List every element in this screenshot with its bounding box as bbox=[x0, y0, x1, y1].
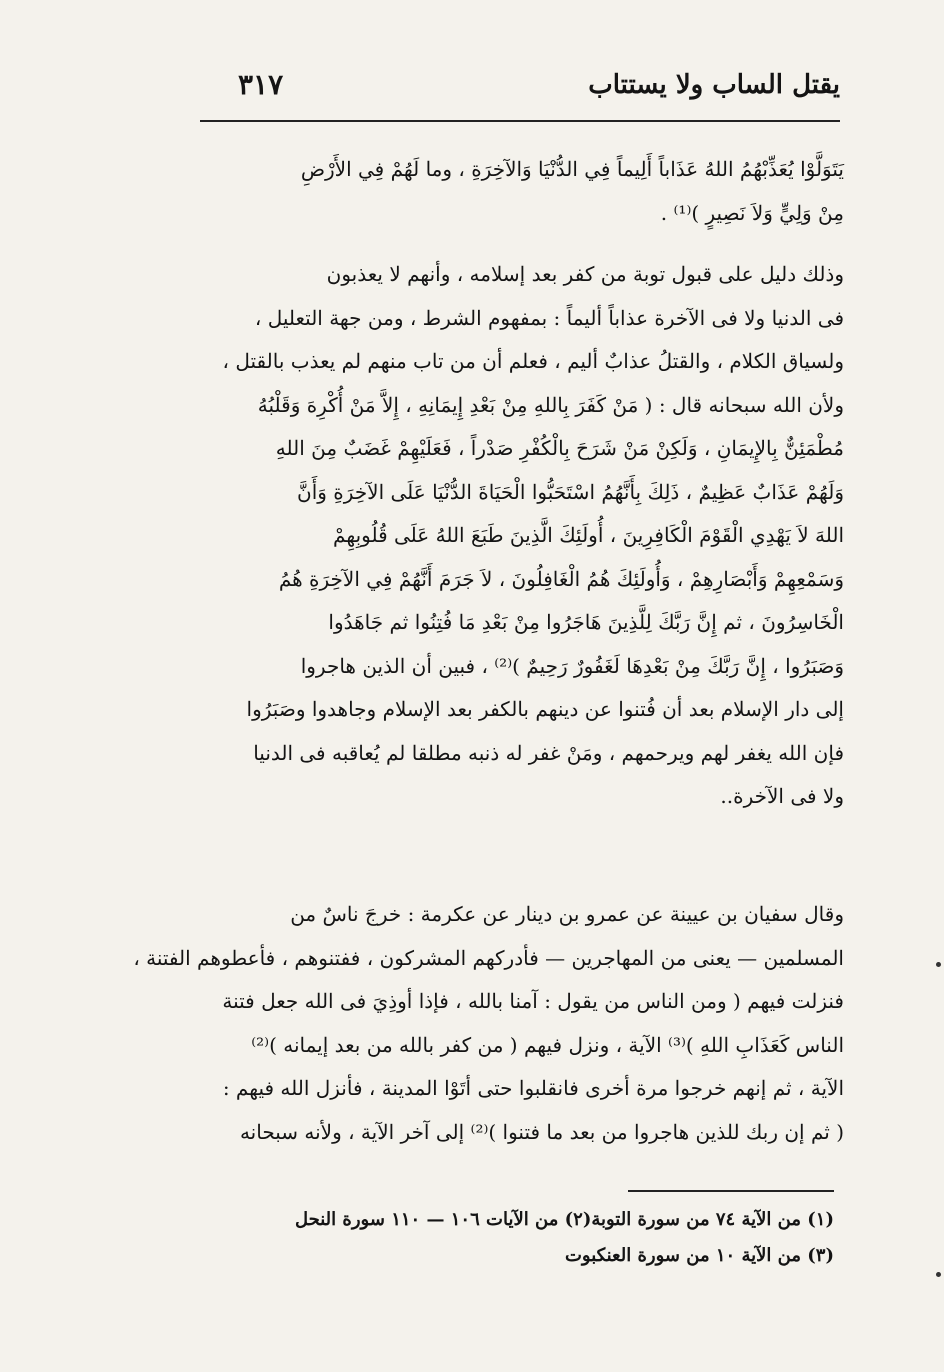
paragraph-verse-continuation bbox=[208, 148, 844, 235]
footnotes bbox=[204, 1202, 834, 1274]
text-line: اللهَ لاَ يَهْدِي الْقَوْمَ الْكَافِرِينَ ، أُولَئِكَ الَّذِينَ طَبَعَ اللهُ عَلَى قُلُوبِهِمْ bbox=[333, 523, 844, 547]
page-number: ٣١٧ bbox=[238, 68, 284, 101]
running-title: يقتل الساب ولا يستتاب bbox=[588, 70, 840, 100]
paragraph-commentary bbox=[208, 253, 844, 819]
scan-speck bbox=[936, 1272, 941, 1277]
text-line: ولأن الله سبحانه قال : ( مَنْ كَفَرَ بِاللهِ مِنْ بَعْدِ إِيمَانِهِ ، إِلاَّ مَنْ أُكْرِهَ وَقَلْبُهُ bbox=[257, 392, 844, 417]
text-line: فنزلت فيهم ( ومن الناس من يقول : آمنا بالله ، فإذا أوذِيَ فى الله جعل فتنة bbox=[222, 989, 844, 1013]
text-line: فى الدنيا ولا فى الآخرة عذاباً أليماً : بمفهوم الشرط ، ومن جهة التعليل ، bbox=[254, 305, 844, 330]
text-line: مِنْ وَلِيٍّ وَلاَ نَصِيرٍ )⁽¹⁾ . bbox=[660, 200, 844, 225]
text-line: وقال سفيان بن عيينة عن عمرو بن دينار عن عكرمة : خرجَ ناسٌ من bbox=[290, 902, 844, 926]
text-line: المسلمين — يعنى من المهاجرين — فأدركهم المشركون ، ففتنوهم ، فأعطوهم الفتنة ، bbox=[133, 945, 844, 970]
footnote-line: (١) من الآية ٧٤ من سورة التوبة(٢) من الآيات ١٠٦ — ١١٠ سورة النحل bbox=[294, 1209, 834, 1230]
header-rule bbox=[200, 120, 840, 122]
text-line: وَلَهُمْ عَذَابٌ عَظِيمٌ ، ذَلِكَ بِأَنَّهُمُ اسْتَحَبُّوا الْحَيَاةَ الدُّنْيَا عَلَى الآخِرَةِ وَأَنَّ bbox=[297, 479, 844, 504]
text-line: إلى دار الإسلام بعد أن فُتنوا عن دينهم بالكفر بعد الإسلام وجاهدوا وصَبَرُوا bbox=[246, 697, 844, 721]
footnote-rule bbox=[628, 1190, 834, 1192]
text-line: الْخَاسِرُونَ ، ثم إِنَّ رَبَّكَ لِلَّذِينَ هَاجَرُوا مِنْ بَعْدِ مَا فُتِنُوا ثم جَاهَدُوا bbox=[328, 610, 844, 634]
paragraph-narration bbox=[133, 893, 844, 1154]
text-line: مُطْمَئِنٌّ بِالإِيمَانِ ، وَلَكِنْ مَنْ شَرَحَ بِالْكُفْرِ صَدْراً ، فَعَلَيْهِمْ غَضَبٌ مِنَ اللهِ bbox=[275, 436, 844, 460]
text-line: يَتَوَلَّوْا يُعَذِّبْهُمُ اللهُ عَذَاباً أَلِيماً فِي الدُّنْيَا وَالآخِرَةِ ، وما لَهُمْ فِي الأَرْضِ bbox=[300, 157, 844, 181]
footnote-line: (٣) من الآية ١٠ من سورة العنكبوت bbox=[564, 1245, 834, 1266]
text-line: ( ثم إن ربك للذين هاجروا من بعد ما فتنوا )⁽²⁾ إلى آخر الآية ، ولأنه سبحانه bbox=[239, 1119, 844, 1144]
page-header bbox=[200, 66, 840, 112]
text-line: وَصَبَرُوا ، إِنَّ رَبَّكَ مِنْ بَعْدِهَا لَغَفُورٌ رَحِيمٌ )⁽²⁾ ، فبين أن الذين هاجروا bbox=[300, 653, 844, 678]
text-line: الآية ، ثم إنهم خرجوا مرة أخرى فانقلبوا حتى أتَوْا المدينة ، فأنزل الله فيهم : bbox=[222, 1076, 844, 1100]
text-line: ولسياق الكلام ، والقتلُ عذابٌ أليم ، فعلم أن من تاب منهم لم يعذب بالقتل ، bbox=[222, 349, 844, 373]
text-line: الناس كَعَذَابِ اللهِ )⁽³⁾ الآية ، ونزل فيهم ( من كفر بالله من بعد إيمانه )⁽²⁾ bbox=[251, 1032, 844, 1057]
text-line: فإن الله يغفر لهم ويرحمهم ، ومَنْ غفر له ذنبه مطلقا لم يُعاقبه فى الدنيا bbox=[253, 740, 844, 765]
text-line: وذلك دليل على قبول توبة من كفر بعد إسلامه ، وأنهم لا يعذبون bbox=[326, 262, 844, 286]
scan-speck bbox=[936, 962, 941, 967]
text-line: وَسَمْعِهِمْ وَأَبْصَارِهِمْ ، وَأُولَئِكَ هُمُ الْغَافِلُونَ ، لاَ جَرَمَ أَنَّهُمْ فِي الآخِرَةِ هُمُ bbox=[278, 566, 844, 591]
text-line: ولا فى الآخرة.. bbox=[720, 784, 844, 808]
